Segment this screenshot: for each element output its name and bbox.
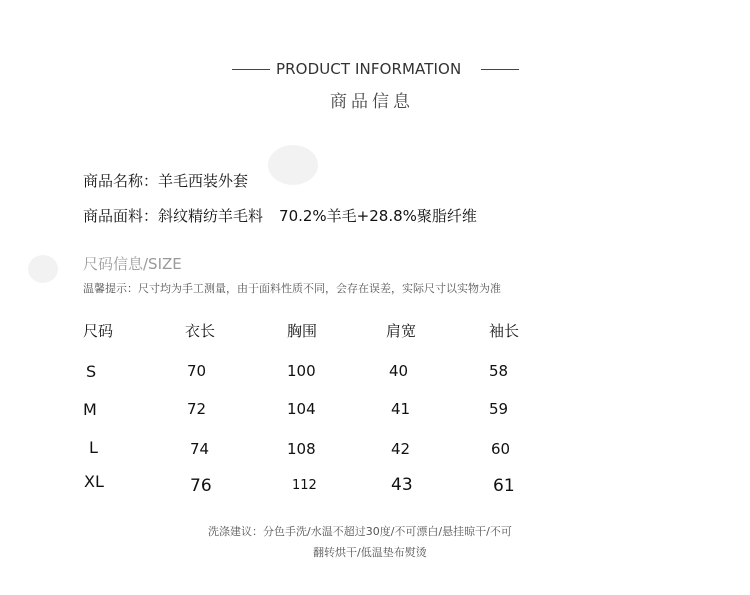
header-left-rule	[232, 69, 270, 70]
table-cell: 60	[491, 440, 511, 458]
product-fabric-value: 斜纹精纺羊毛料	[158, 207, 264, 225]
size-table-header: 袖长	[489, 322, 520, 340]
product-name-label: 商品名称：	[83, 172, 159, 190]
size-table-header: 胸围	[287, 322, 318, 340]
care-instructions-line1: 洗涤建议：分色手洗/水温不超过30度/不可漂白/悬挂晾干/不可	[208, 525, 512, 538]
table-cell: 108	[287, 440, 316, 458]
header-title-cn: 商品信息	[330, 92, 414, 112]
product-name-value: 羊毛西装外套	[158, 172, 249, 190]
table-cell: 58	[489, 362, 509, 380]
product-information-header	[0, 60, 750, 80]
table-cell: 76	[190, 476, 212, 496]
table-cell: 104	[287, 400, 316, 418]
table-cell: 40	[389, 362, 409, 380]
table-cell: 43	[391, 475, 413, 495]
table-cell: 59	[489, 400, 509, 418]
header-right-rule	[481, 69, 519, 70]
size-table-header: 衣长	[185, 322, 216, 340]
size-label: M	[83, 400, 97, 419]
table-cell: 61	[493, 476, 515, 496]
header-title-en: PRODUCT INFORMATION	[276, 60, 462, 78]
size-measure-tip: 温馨提示：尺寸均为手工测量，由于面料性质不同，会存在误差，实际尺寸以实物为准	[83, 282, 501, 295]
scan-smudge	[268, 145, 318, 185]
care-instructions-line2: 翻转烘干/低温垫布熨烫	[313, 546, 427, 559]
table-cell: 112	[292, 478, 317, 493]
product-name-line	[83, 170, 248, 191]
table-cell: 70	[187, 362, 207, 380]
size-table-header: 尺码	[83, 322, 114, 340]
table-cell: 74	[190, 440, 210, 458]
product-composition: 70.2%羊毛+28.8%聚脂纤维	[279, 207, 477, 225]
size-section-title: 尺码信息/SIZE	[83, 255, 182, 273]
table-cell: 72	[187, 400, 207, 418]
product-fabric-label: 商品面料：	[83, 207, 159, 225]
size-label: XL	[84, 472, 104, 491]
size-table-header: 肩宽	[386, 322, 417, 340]
table-cell: 100	[287, 362, 316, 380]
product-fabric-line	[83, 205, 477, 226]
scan-smudge	[28, 255, 58, 283]
table-cell: 41	[391, 400, 411, 418]
table-cell: 42	[391, 440, 411, 458]
size-label: L	[89, 438, 98, 457]
size-label: S	[86, 362, 97, 381]
